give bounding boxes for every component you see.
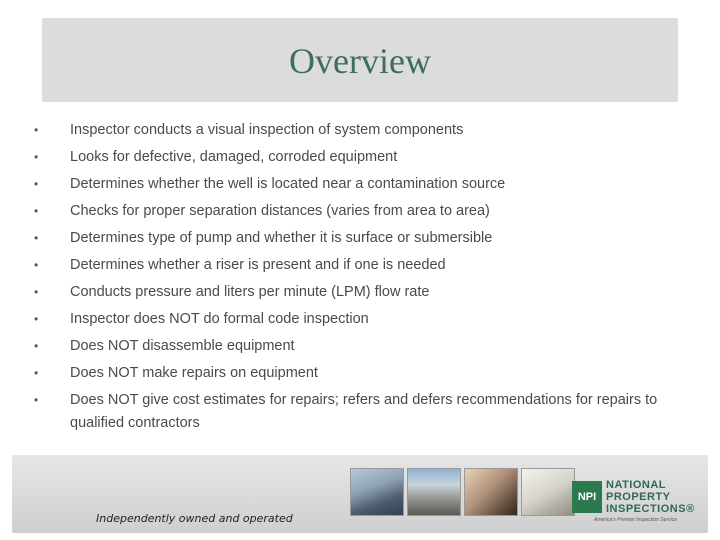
bullet-item: • Determines type of pump and whether it is surface or submersible: [34, 227, 674, 250]
report-photo: [521, 468, 575, 516]
npi-logo-mark: NPI: [572, 481, 602, 513]
title-bar: [42, 18, 678, 102]
bullet-item: • Determines whether a riser is present and if one is needed: [34, 254, 674, 277]
bullet-icon: •: [34, 258, 39, 272]
footer-banner: [12, 455, 708, 533]
bullet-icon: •: [34, 231, 39, 245]
bullet-item: • Looks for defective, damaged, corroded equipment: [34, 146, 674, 169]
bullet-icon: •: [34, 204, 39, 218]
slide-title: Overview: [289, 41, 431, 81]
consultation-photo: [464, 468, 518, 516]
bullet-icon: •: [34, 285, 39, 299]
bullet-item: • Determines whether the well is located near a contamination source: [34, 173, 674, 196]
bullet-icon: •: [34, 177, 39, 191]
bullet-item: • Checks for proper separation distances (varies from area to area): [34, 200, 674, 223]
building-photo: [407, 468, 461, 516]
bullet-item: • Conducts pressure and liters per minute (LPM) flow rate: [34, 281, 674, 304]
bullet-list: [34, 119, 674, 439]
bullet-item: • Inspector conducts a visual inspection of system components: [34, 119, 674, 142]
bullet-item: • Inspector does NOT do formal code inspection: [34, 308, 674, 331]
npi-logo-tagline: America's Premier Inspection Service: [594, 517, 677, 523]
bullet-icon: •: [34, 312, 39, 326]
bullet-icon: •: [34, 393, 39, 407]
footer-tagline: Independently owned and operated: [96, 512, 293, 525]
bullet-item: • Does NOT disassemble equipment: [34, 335, 674, 358]
bullet-icon: •: [34, 150, 39, 164]
inspectors-photo: [350, 468, 404, 516]
bullet-icon: •: [34, 366, 39, 380]
bullet-item: • Does NOT give cost estimates for repairs; refers and defers recommendations for repairs to qualified contractors: [34, 389, 674, 435]
bullet-icon: •: [34, 339, 39, 353]
bullet-icon: •: [34, 123, 39, 137]
npi-logo-wordmark: NATIONAL PROPERTY INSPECTIONS®: [606, 479, 695, 515]
bullet-item: • Does NOT make repairs on equipment: [34, 362, 674, 385]
